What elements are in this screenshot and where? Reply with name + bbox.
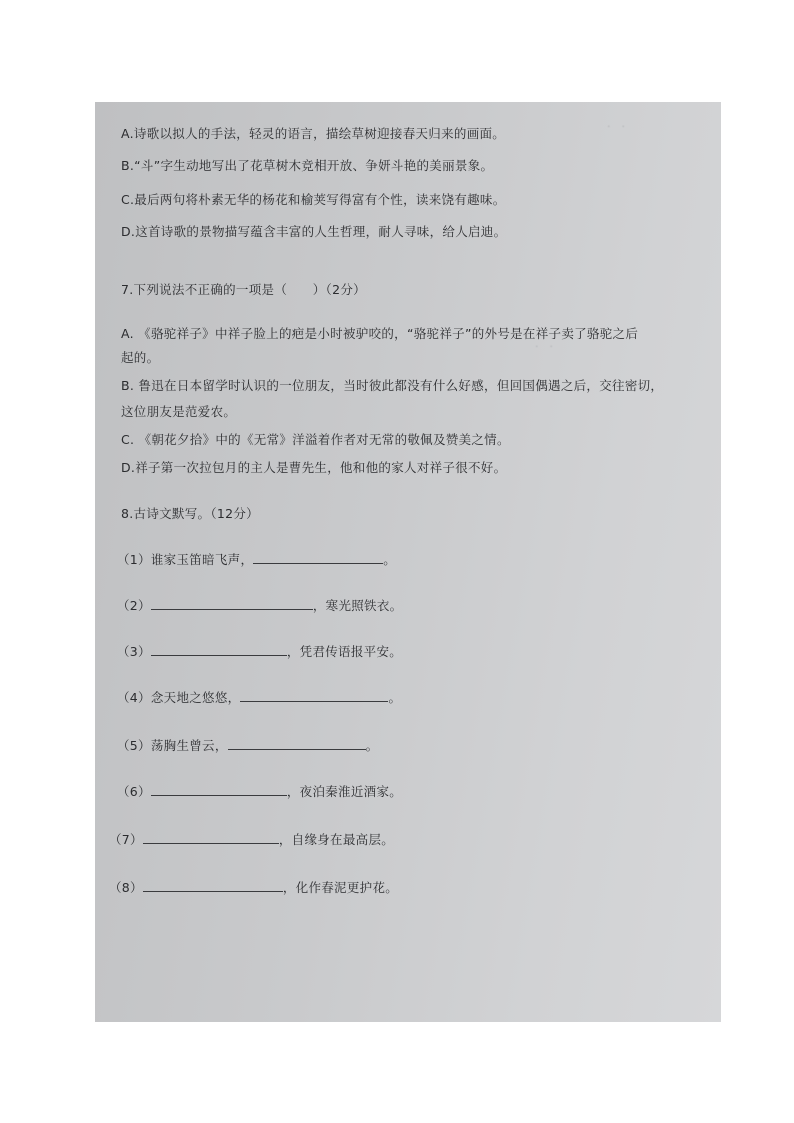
exam-content [95, 102, 721, 1022]
answer-blank-8[interactable] [143, 879, 283, 892]
q8-item-1: （1）谁家玉笛暗飞声， 。 [117, 552, 397, 567]
answer-blank-6[interactable] [151, 783, 287, 796]
q8-item-5: （5）荡胸生曾云， 。 [117, 738, 379, 753]
q8-item-3: （3） ，凭君传语报平安。 [117, 644, 403, 659]
exam-paper-photo [95, 102, 721, 1022]
answer-blank-7[interactable] [143, 831, 279, 844]
q8-item-8: （8） ，化作春泥更护花。 [109, 880, 399, 895]
q7-option-c: C. 《朝花夕拾》中的《无常》洋溢着作者对无常的敬佩及赞美之情。 [121, 432, 510, 447]
q7-option-a-line2: 起的。 [121, 350, 160, 365]
answer-blank-3[interactable] [151, 643, 287, 656]
q6-option-a: A.诗歌以拟人的手法，轻灵的语言，描绘草树迎接春天归来的画面。 [121, 126, 506, 141]
q8-stem: 8.古诗文默写。（12分） [121, 506, 259, 521]
q6-option-c: C.最后两句将朴素无华的杨花和榆荚写得富有个性，读来饶有趣味。 [121, 192, 506, 207]
q7-stem: 7.下列说法不正确的一项是（ ）（2分） [121, 282, 366, 297]
answer-blank-4[interactable] [240, 689, 388, 702]
q6-option-b: B.“斗”字生动地写出了花草树木竞相开放、争妍斗艳的美丽景象。 [121, 158, 494, 173]
answer-blank-2[interactable] [151, 597, 313, 610]
q7-option-b-line1: B. 鲁迅在日本留学时认识的一位朋友，当时彼此都没有什么好感，但回国偶遇之后，交往密切， [121, 378, 664, 393]
answer-blank-5[interactable] [228, 737, 366, 750]
answer-blank-1[interactable] [253, 551, 383, 564]
q7-option-a-line1: A. 《骆驼祥子》中祥子脸上的疤是小时被驴咬的，“骆驼祥子”的外号是在祥子卖了骆驼之后 [121, 326, 639, 341]
q8-item-6: （6） ，夜泊秦淮近酒家。 [117, 784, 403, 799]
q7-option-d: D.祥子第一次拉包月的主人是曹先生，他和他的家人对祥子很不好。 [121, 460, 507, 475]
q6-option-d: D.这首诗歌的景物描写蕴含丰富的人生哲理，耐人寻味，给人启迪。 [121, 224, 507, 239]
q8-item-2: （2） ，寒光照铁衣。 [117, 598, 403, 613]
q8-item-7: （7） ，自缘身在最高层。 [109, 832, 395, 847]
q8-item-4: （4）念天地之悠悠， 。 [117, 690, 402, 705]
q7-option-b-line2: 这位朋友是范爱农。 [121, 404, 237, 419]
bleed-through-text: · · · · [535, 120, 625, 353]
